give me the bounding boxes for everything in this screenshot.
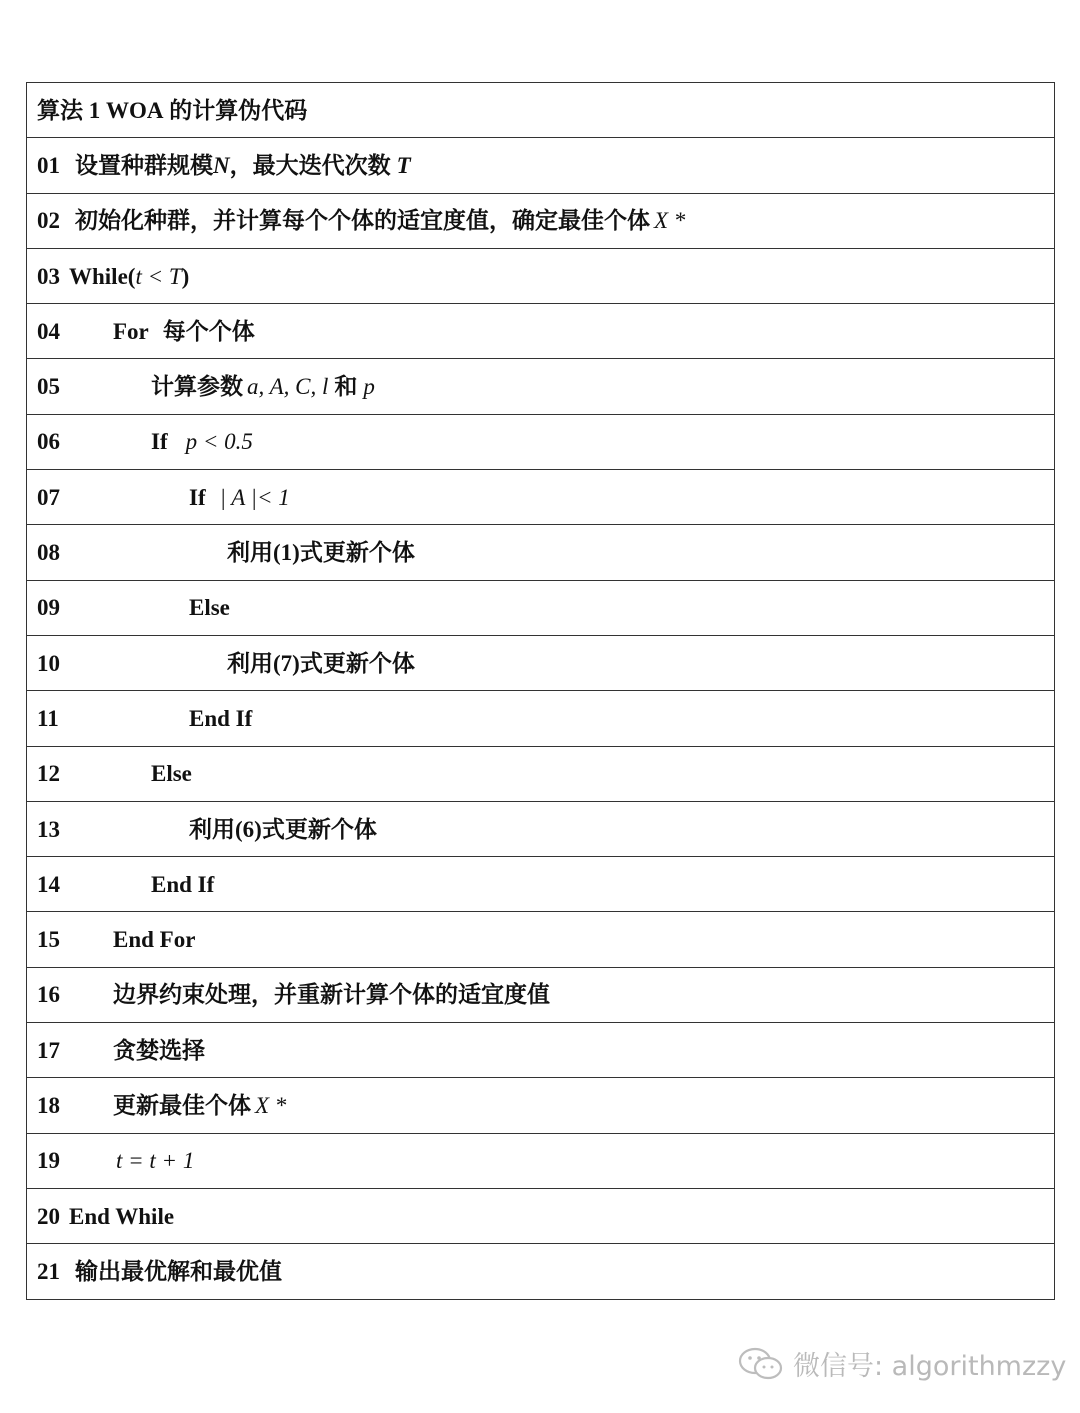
algorithm-title-suffix: 的计算伪代码 [169, 97, 308, 123]
line-text: 贪婪选择 [113, 1037, 205, 1063]
table-row [27, 248, 1055, 303]
table-row [27, 580, 1055, 635]
table-row [27, 801, 1055, 856]
line-number: 20 [37, 1203, 60, 1229]
wechat-icon [735, 1346, 787, 1382]
line-number: 13 [37, 816, 60, 842]
keyword: End If [151, 871, 215, 897]
table-row [27, 414, 1055, 469]
line-number: 02 [37, 208, 60, 234]
math-expr: p [363, 374, 375, 400]
var-n: N [213, 152, 230, 178]
line-number: 09 [37, 595, 60, 621]
line-number: 18 [37, 1092, 60, 1118]
table-row [27, 857, 1055, 912]
keyword: If [151, 429, 168, 455]
math-expr: | A |< 1 [219, 484, 290, 510]
keyword-close: ) [181, 263, 190, 289]
table-row [27, 83, 1055, 138]
math-expr: p < 0.5 [185, 429, 253, 455]
table-row [27, 1023, 1055, 1078]
watermark [735, 1344, 1066, 1383]
title-cell [27, 83, 1055, 138]
table-row [27, 746, 1055, 801]
line-text-conj: 和 [334, 374, 358, 400]
keyword: End For [113, 927, 196, 953]
line-number: 11 [37, 705, 59, 731]
math-expr: X * [654, 208, 686, 234]
keyword: End While [69, 1203, 175, 1229]
line-number: 03 [37, 263, 60, 289]
line-number: 12 [37, 761, 60, 787]
line-number: 17 [37, 1037, 60, 1063]
var-t: T [396, 152, 411, 178]
algorithm-table [26, 82, 1055, 1300]
line-number: 08 [37, 540, 60, 566]
table-row [27, 912, 1055, 967]
math-expr: X * [255, 1092, 287, 1118]
keyword: For [113, 318, 149, 344]
line-number: 07 [37, 484, 60, 510]
keyword: If [189, 484, 206, 510]
keyword: Else [189, 595, 230, 621]
table-row [27, 635, 1055, 690]
line-number: 01 [37, 152, 60, 178]
table-row [27, 967, 1055, 1022]
keyword: Else [151, 761, 192, 787]
algorithm-name: WOA [106, 97, 164, 123]
table-row [27, 138, 1055, 193]
line-text: 每个个体 [162, 318, 255, 344]
line-number: 14 [37, 871, 60, 897]
line-text: 设置种群规模 [75, 152, 213, 178]
math-expr: a, A, C, l [247, 374, 329, 400]
line-number: 15 [37, 927, 60, 953]
table-row [27, 1078, 1055, 1133]
math-expr: t = t + 1 [116, 1148, 195, 1174]
line-number: 10 [37, 650, 60, 676]
table-row [27, 1188, 1055, 1243]
keyword: End If [189, 705, 253, 731]
table-row [27, 1133, 1055, 1188]
table-row [27, 525, 1055, 580]
line-number: 04 [37, 318, 60, 344]
table-row [27, 691, 1055, 746]
table-row [27, 193, 1055, 248]
line-text-sep: ，最大迭代次数 [229, 152, 391, 178]
watermark-text: 微信号: algorithmzzy [793, 1351, 1067, 1382]
line-text: 边界约束处理，并重新计算个体的适宜度值 [113, 982, 550, 1008]
line-text: 利用(7)式更新个体 [227, 650, 415, 676]
line-number: 06 [37, 429, 60, 455]
line-number: 21 [37, 1258, 60, 1284]
line-number: 16 [37, 982, 60, 1008]
math-expr: t < T [135, 263, 182, 289]
line-text: 计算参数 [151, 374, 243, 400]
table-row [27, 1244, 1055, 1299]
line-text: 输出最优解和最优值 [75, 1258, 282, 1284]
algorithm-label: 算法 1 [37, 97, 101, 123]
line-number: 19 [37, 1148, 60, 1174]
table-row [27, 470, 1055, 525]
line-number: 05 [37, 374, 60, 400]
line-text: 初始化种群，并计算每个个体的适宜度值，确定最佳个体 [75, 208, 650, 234]
line-text: 利用(1)式更新个体 [227, 540, 415, 566]
line-text: 更新最佳个体 [113, 1092, 251, 1118]
table-row [27, 359, 1055, 414]
table-row [27, 304, 1055, 359]
keyword: While( [69, 263, 136, 289]
line-text: 利用(6)式更新个体 [189, 816, 377, 842]
